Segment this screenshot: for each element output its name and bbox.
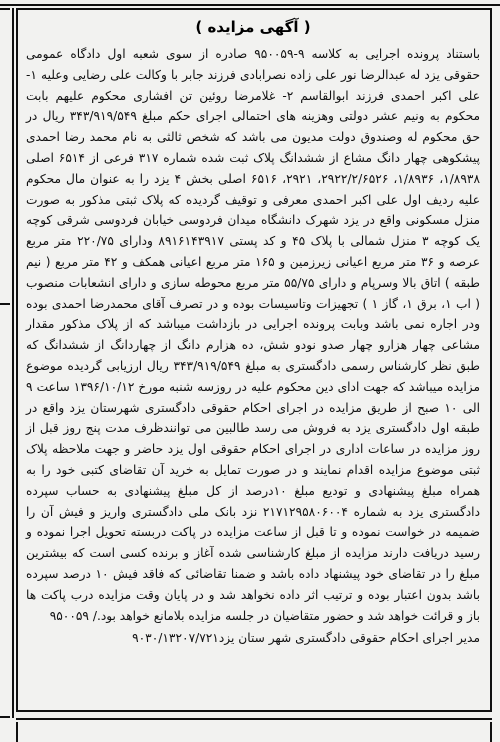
top-border-rule	[0, 4, 500, 6]
notice-title: ( آگهی مزایده )	[195, 18, 311, 36]
column-divider-tick	[0, 8, 10, 10]
column-divider-tick	[0, 303, 10, 305]
adjacent-column-border	[0, 8, 14, 718]
next-notice-top-border	[16, 718, 492, 720]
auction-notice-box	[16, 8, 492, 712]
notice-signature: مدیر اجرای احکام حقوقی دادگستری شهر ستان یزد۹۰۳۰/۱۳۲۰۷/۷۲۱	[132, 631, 480, 646]
column-divider-tick	[0, 716, 10, 718]
notice-body: باستناد پرونده اجرایی به کلاسه ۹-۹۵۰۰۵۹ صادره از سوی شعبه اول دادگاه عمومی حقوقی یزد له عبدالرضا نور علی زاده نصرابادی فرزند جابر با وکالت علی رضایی وعلیه ۱- علی اکبر احمدی فرزند ابوالقاسم ۲- غلامرضا روئین تن افشاری محکوم علیهم بابت محکوم به ونیم عشر دولتی وهزینه های احتمالی اجرای حکم مبلغ ۳۴۳/۹۱۹/۵۴۹ ریال در حق محکوم له وصندوق دولت مدیون می باشد که شخص ثالثی به نام محمد رضا احمدی پیشکوهی چهار دانگ مشاع از ششدانگ پلاک ثبت شده شماره ۳۱۷ فرعی از ۶۵۱۴ اصلی ۱/۸۹۳۸، ۱/۸۹۳۶، ۲۹۲۲/۲/۶۵۲۶، ۲۹۲۱، ۶۵۱۶ اصلی بخش ۴ یزد را به عنوان مال محکوم علیه ردیف اول علی اکبر احمدی معرفی و توقیف گردیده که پلاک ثبتی مذکور به صورت منزل مسکونی واقع در یزد شهرک دانشگاه میدان فردوسی خیابان فردوسی شرقی کوچه یک کوچه ۳ منزل شمالی با پلاک ۴۵ و کد پستی ۸۹۱۶۱۴۳۹۱۷ ودارای ۲۲۰/۷۵ متر مربع عرصه و ۳۶ متر مربع اعیانی زیرزمین و ۱۶۵ متر مربع اعیانی همکف و ۴۲ متر مربع ( نیم طبقه ) اتاق بالا وسرپام و دارای ۵۵/۷۵ متر مربع محوطه سازی و دارای انشعابات منصوب ( اب ۱، برق ۱، گاز ۱ ) تجهیزات وتاسیسات بوده و در تصرف آقای محمدرضا احمدی بوده ودر اجاره نمی باشد وبابت پرونده اجرایی در بازداشت میباشد که از پلاک مذکور مقدار مشاعی چهار هزارو چهار صدو نودو شش، ده هزارم دانگ از چهاردانگ از ششدانگ که طبق نظر کارشناس رسمی دادگستری به مبلغ ۳۴۳/۹۱۹/۵۴۹ ریال ارزیابی گردیده موضوع مزایده میباشد که جهت ادای دین محکوم علیه در روزسه شنبه مورخ ۱۳۹۶/۱۰/۱۲ ساعت ۹ الی ۱۰ صبح از طریق مزایده در اجرای احکام حقوقی دادگستری شهرستان یزد واقع در طبقه اول دادگستری یزد به فروش می رسد طالبین می توانندظرف مدت پنج روز قبل از روز مزایده در ساعات اداری در اجرای احکام حقوقی اول یزد حاضر و جهت ملاحظه پلاک ثبتی موضوع مزایده اقدام نمایند و در صورت تمایل به خرید آن تقاضای کتبی خود را به همراه مبلغ پیشنهادی و تودیع مبلغ ۱۰درصد از کل مبلغ پیشنهادی به حساب سپرده دادگستری یزد به شماره ۲۱۷۱۲۹۵۸۰۶۰۰۴ نزد بانک ملی دادگستری واریز و فیش آن را ضمیمه در خواست نموده و تا قبل از ساعت مزایده در پاکت دربسته تحویل اجرا نموده و رسید دریافت دارند مزایده از مبلغ کارشناسی شده آغاز و برنده کسی است که بیشترین مبلغ را در تقاضای خود پیشنهاد داده باشد و ضمنا تقاضائی که فاقد فیش ۱۰ درصد سپرده باشد بدون اعتبار بوده و ترتیب اثر داده نخواهد شد و در پایان وقت مزایده درب پاکت ها باز و قرائت خواهد شد و حضور متقاضیان در جلسه مزایده بلامانع خواهد بود./ ۹۵۰۰۵۹	[26, 47, 481, 623]
next-notice-box	[16, 722, 492, 742]
